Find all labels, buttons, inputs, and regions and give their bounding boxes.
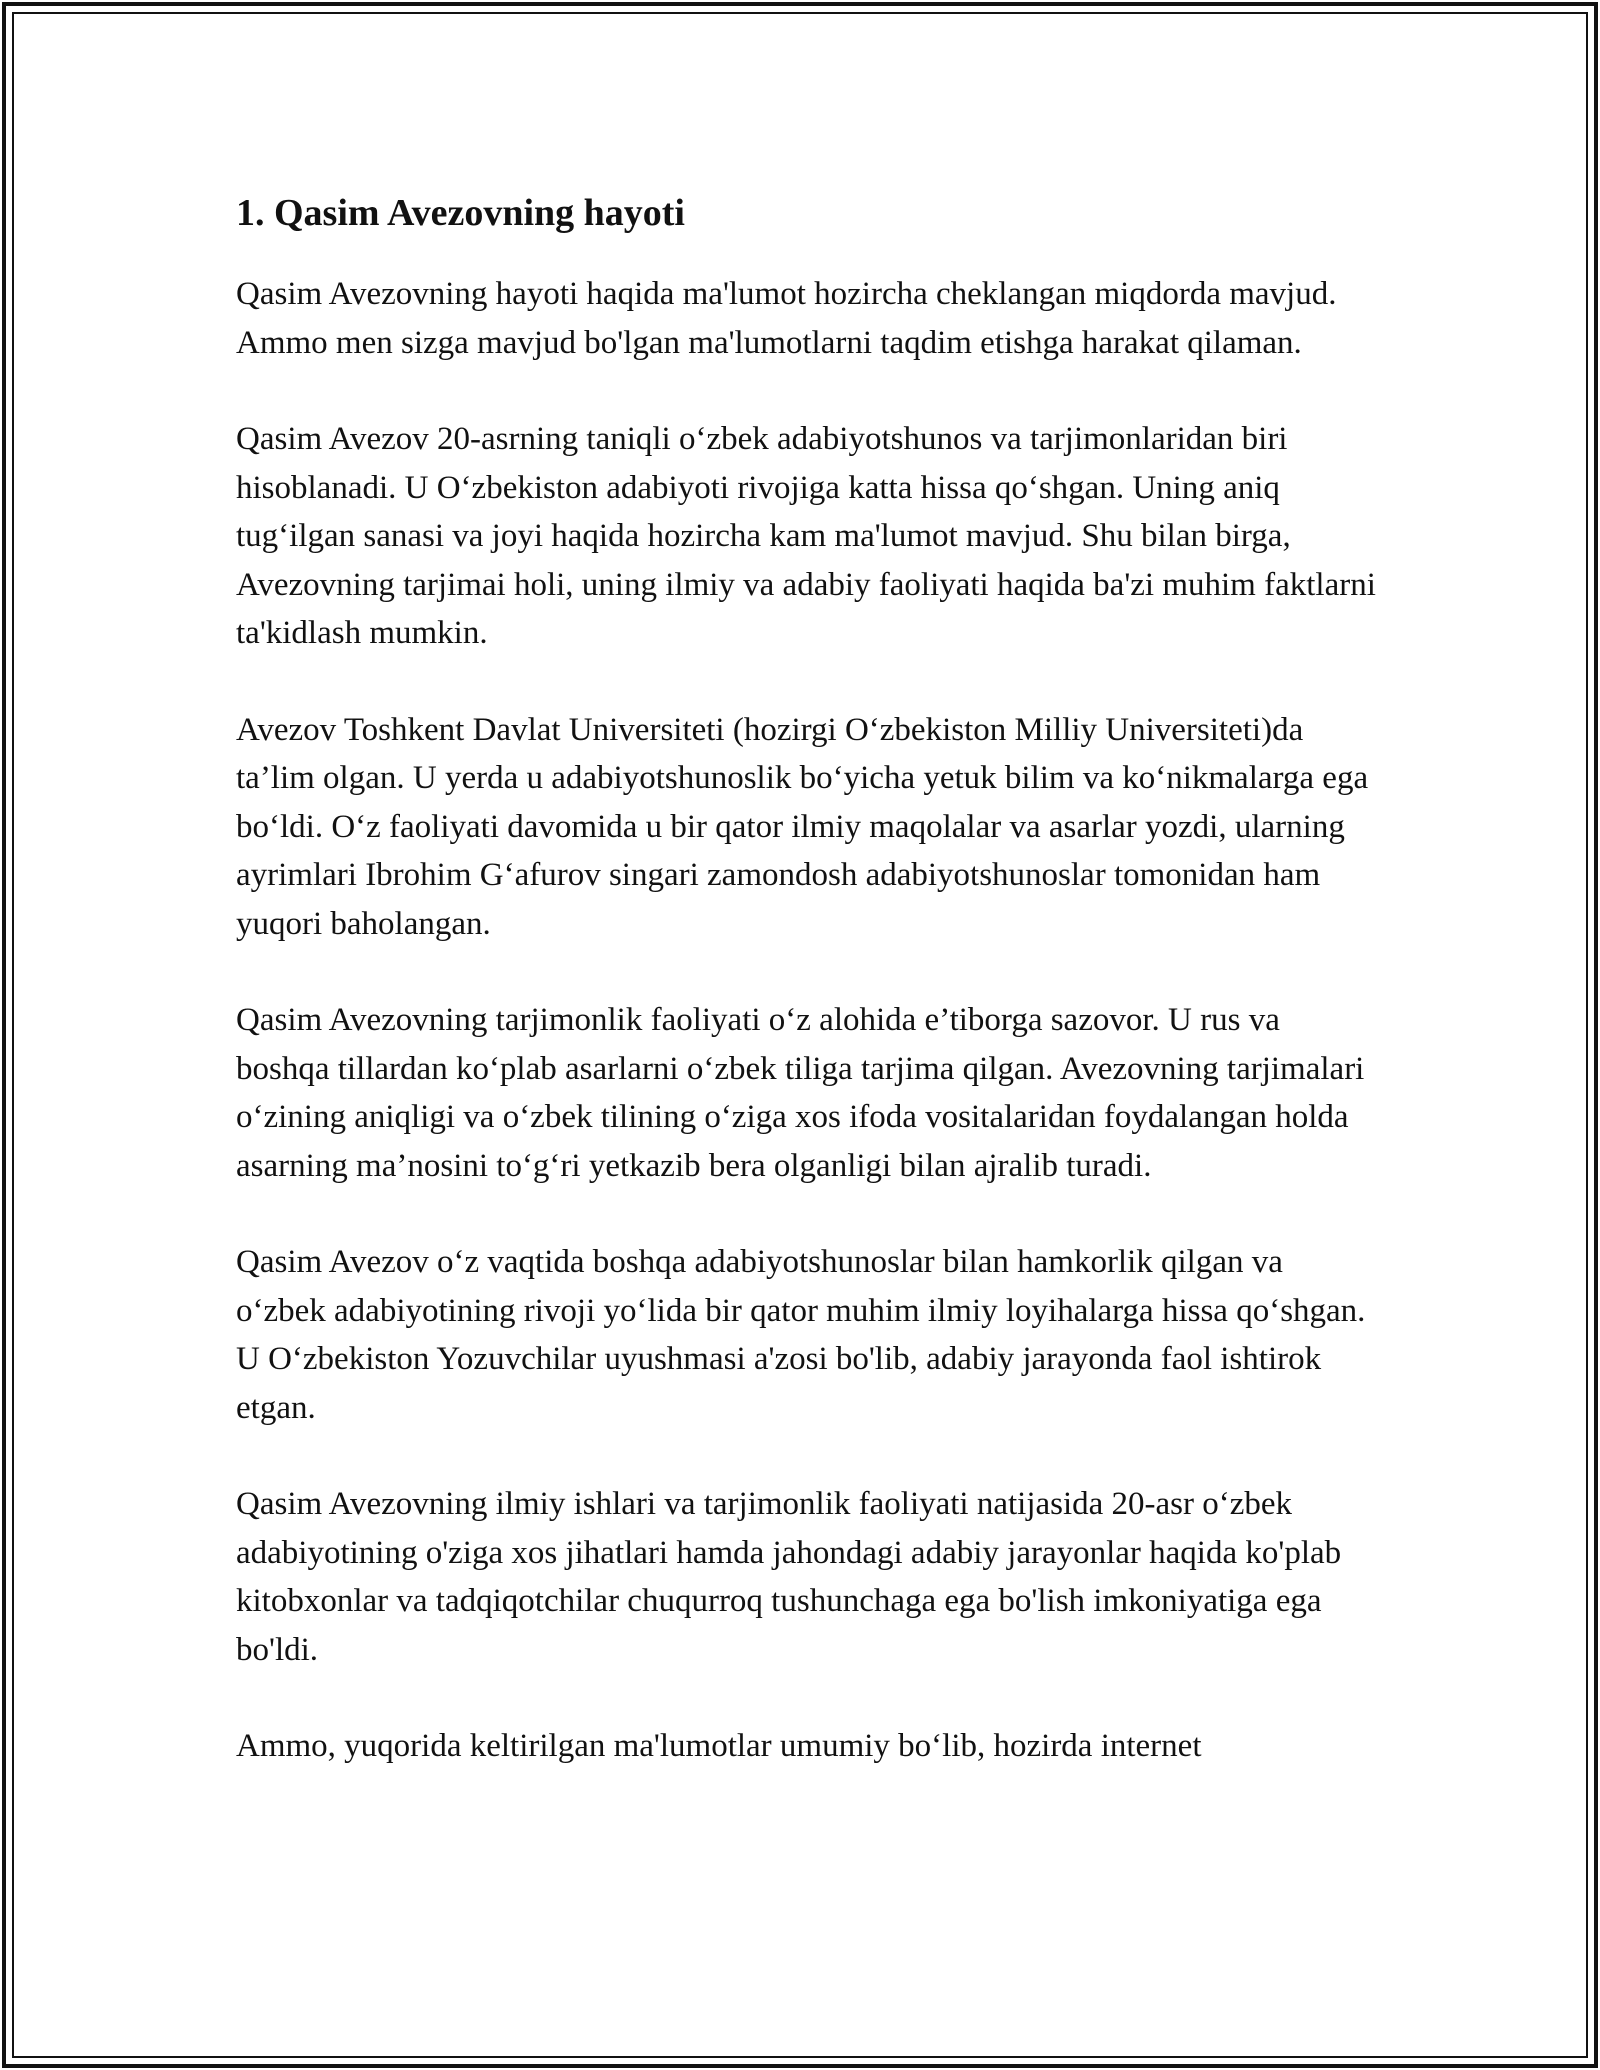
paragraph-legacy: Qasim Avezovning ilmiy ishlari va tarjimonlik faoliyati natijasida 20-asr o‘zbek adabiyotining o'ziga xos jihatlari hamda jahondagi adabiy jarayonlar haqida ko'plab kitobxonlar va tadqiqotchilar chuqurroq tushunchaga ega bo'lish imkoniyatiga ega bo'ldi. <box>236 1486 1342 1668</box>
paragraph-biography: Qasim Avezov 20-asrning taniqli o‘zbek adabiyotshunos va tarjimonlaridan biri hisoblanadi. U O‘zbekiston adabiyoti rivojiga katta hissa qo‘shgan. Uning aniq tug‘ilgan sanasi va joyi haqida hozircha kam ma'lumot mavjud. Shu bilan birga, Avezovning tarjimai holi, uning ilmiy va adabiy faoliyati haqida ba'zi muhim faktlarni ta'kidlash mumkin. <box>236 421 1376 651</box>
section-heading: 1. Qasim Avezovning hayoti <box>236 192 685 234</box>
paragraph-translation: Qasim Avezovning tarjimonlik faoliyati o‘z alohida e’tiborga sazovor. U rus va boshqa tillardan ko‘plab asarlarni o‘zbek tiliga tarjima qilgan. Avezovning tarjimalari o‘zining aniqligi va o‘zbek tilining o‘ziga xos ifoda vositalaridan foydalangan holda asarning ma’nosini to‘g‘ri yetkazib bera olganligi bilan ajralib turadi. <box>236 1002 1365 1184</box>
paragraph-education: Avezov Toshkent Davlat Universiteti (hozirgi O‘zbekiston Milliy Universiteti)da ta’lim olgan. U yerda u adabiyotshunoslik bo‘yicha yetuk bilim va ko‘nikmalarga ega bo‘ldi. O‘z faoliyati davomida u bir qator ilmiy maqolalar va asarlar yozdi, ularning ayrimlari Ibrohim G‘afurov singari zamondosh adabiyotshunoslar tomonidan ham yuqori baholangan. <box>236 711 1369 942</box>
paragraph-intro: Qasim Avezovning hayoti haqida ma'lumot hozircha cheklangan miqdorda mavjud. Ammo men sizga mavjud bo'lgan ma'lumotlarni taqdim etishga harakat qilaman. <box>236 276 1337 361</box>
paragraph-collaboration: Qasim Avezov o‘z vaqtida boshqa adabiyotshunoslar bilan hamkorlik qilgan va o‘zbek adabiyotining rivoji yo‘lida bir qator muhim ilmiy loyihalarga hissa qo‘shgan. U O‘zbekiston Yozuvchilar uyushmasi a'zosi bo'lib, adabiy jarayonda faol ishtirok etgan. <box>236 1244 1366 1426</box>
paragraph-closing: Ammo, yuqorida keltirilgan ma'lumotlar umumiy bo‘lib, hozirda internet <box>236 1728 1202 1764</box>
document-body <box>236 186 1376 1819</box>
